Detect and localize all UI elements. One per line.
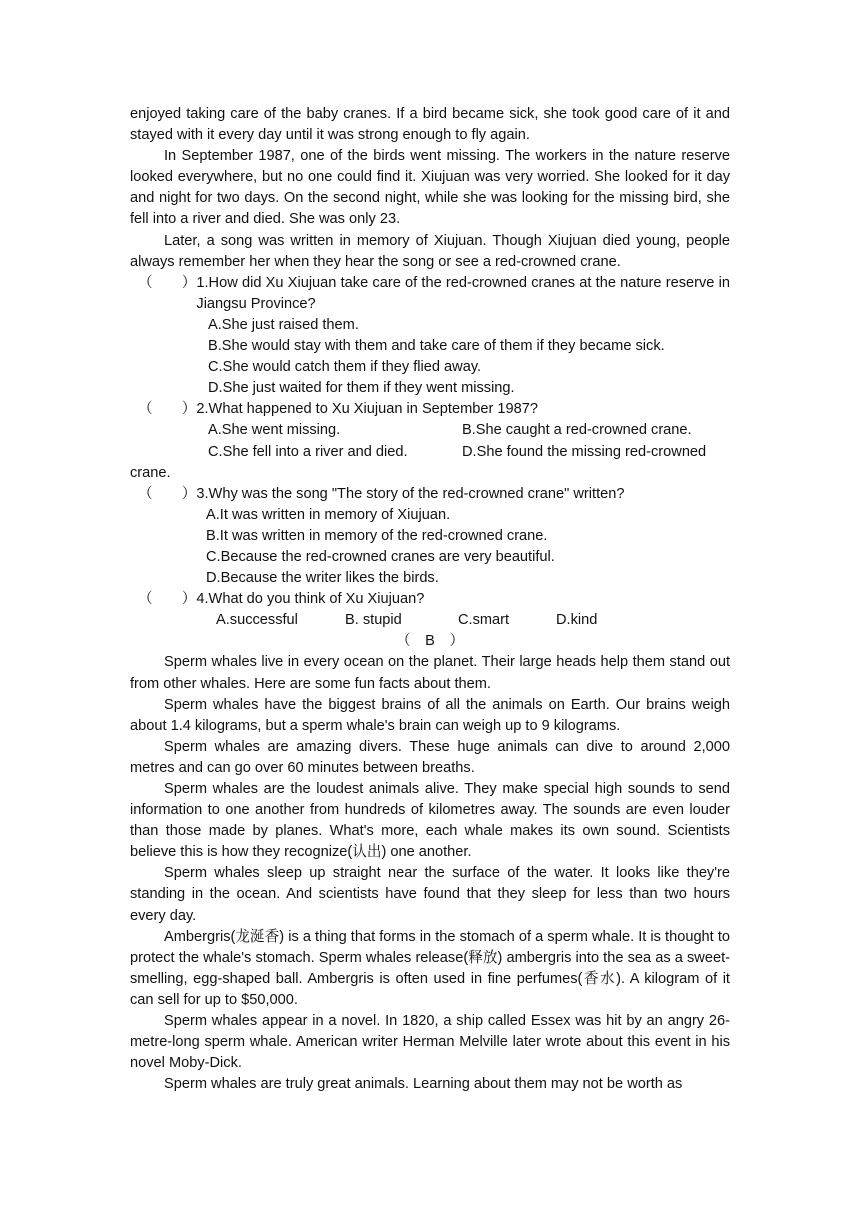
question-3: [130, 484, 730, 505]
passage-b-paragraph: Sperm whales are the loudest animals alive. They make special high sounds to send information to one another from hundreds of kilometres away. The sounds are even louder than those made by planes. What's more, each whale makes its own sound. Scientists believe this is how they recognize(认出) one another.: [130, 781, 730, 861]
question-4: [130, 589, 730, 610]
option: C.She would catch them if they flied away.: [208, 359, 482, 376]
option: C.Because the red-crowned cranes are very beautiful.: [206, 548, 555, 565]
question-4-options: [130, 610, 730, 631]
passage-a-paragraph: In September 1987, one of the birds went missing. The workers in the nature reserve looked everywhere, but no one could find it. Xiujuan was very worried. She looked for it day and night for two days. On the second night, while she was looking for the missing bird, she fell into a river and died. She was only 23.: [130, 148, 730, 228]
passage-b-paragraph: Sperm whales sleep up straight near the surface of the water. It looks like they're standing in the ocean. And scientists have found that they sleep for less than two hours every day.: [130, 865, 730, 924]
passage-a-paragraph: Later, a song was written in memory of Xiujuan. Though Xiujuan died young, people always remember her when they hear the song or see a red-crowned crane.: [130, 232, 730, 270]
answer-blank[interactable]: （ ）: [138, 401, 197, 418]
option: A.successful: [216, 612, 298, 629]
passage-b-paragraph: Sperm whales appear in a novel. In 1820, a ship called Essex was hit by an angry 26-metre-long sperm whale. American writer Herman Melville later wrote about this event in his novel Moby-Dick.: [130, 1013, 730, 1072]
question-3-options: [130, 505, 730, 589]
passage-a-paragraph: enjoyed taking care of the baby cranes. If a bird became sick, she took good care of it and stayed with it every day until it was strong enough to fly again.: [130, 106, 730, 144]
question-text: 3.Why was the song "The story of the red-crowned crane" written?: [196, 485, 625, 502]
option: D.She just waited for them if they went missing.: [208, 380, 515, 397]
option-continuation: crane.: [130, 464, 171, 481]
option: D.Because the writer likes the birds.: [206, 570, 439, 587]
answer-blank[interactable]: （ ）: [138, 485, 197, 502]
option: B. stupid: [345, 612, 402, 629]
option: A.She went missing.: [208, 422, 341, 439]
option: C.She fell into a river and died.: [208, 443, 408, 460]
option: C.smart: [458, 612, 510, 629]
answer-blank[interactable]: （ ）: [138, 274, 197, 291]
answer-blank[interactable]: （ ）: [138, 591, 197, 608]
option: B.She would stay with them and take care of them if they became sick.: [208, 338, 665, 355]
question-2: [130, 399, 730, 420]
question-2-options: [130, 420, 730, 462]
passage-b-paragraph: Sperm whales are amazing divers. These huge animals can dive to around 2,000 metres and can go over 60 minutes between breaths.: [130, 738, 730, 776]
question-text: 4.What do you think of Xu Xiujuan?: [196, 591, 425, 608]
option: B.It was written in memory of the red-crowned crane.: [206, 527, 548, 544]
question-text: 1.How did Xu Xiujuan take care of the red-crowned cranes at the nature reserve in Jiangsu Province?: [196, 274, 730, 312]
option: A.It was written in memory of Xiujuan.: [206, 506, 451, 523]
passage-b-paragraph: Sperm whales have the biggest brains of all the animals on Earth. Our brains weigh about 1.4 kilograms, but a sperm whale's brain can weigh up to 9 kilograms.: [130, 696, 730, 734]
passage-b-paragraph: Sperm whales live in every ocean on the planet. Their large heads help them stand out from other whales. Here are some fun facts about them.: [130, 654, 730, 692]
passage-b-paragraph: Ambergris(龙涎香) is a thing that forms in the stomach of a sperm whale. It is thought to protect the whale's stomach. Sperm whales release(释放) ambergris into the sea as a sweet-smelling, egg-shaped ball. Ambergris is often used in fine perfumes(香水). A kilogram of it can sell for up to $50,000.: [130, 928, 730, 1008]
document-page: [130, 104, 730, 1095]
option: B.She caught a red-crowned crane.: [462, 422, 692, 439]
section-b-label: （ B ）: [395, 633, 465, 650]
option: D.She found the missing red-crowned: [462, 443, 707, 460]
question-text: 2.What happened to Xu Xiujuan in September 1987?: [196, 401, 538, 418]
passage-b-paragraph: Sperm whales are truly great animals. Learning about them may not be worth as: [164, 1076, 683, 1093]
option: D.kind: [556, 612, 598, 629]
question-1-options: [130, 315, 730, 399]
question-1: [130, 273, 730, 315]
option: A.She just raised them.: [208, 316, 359, 333]
